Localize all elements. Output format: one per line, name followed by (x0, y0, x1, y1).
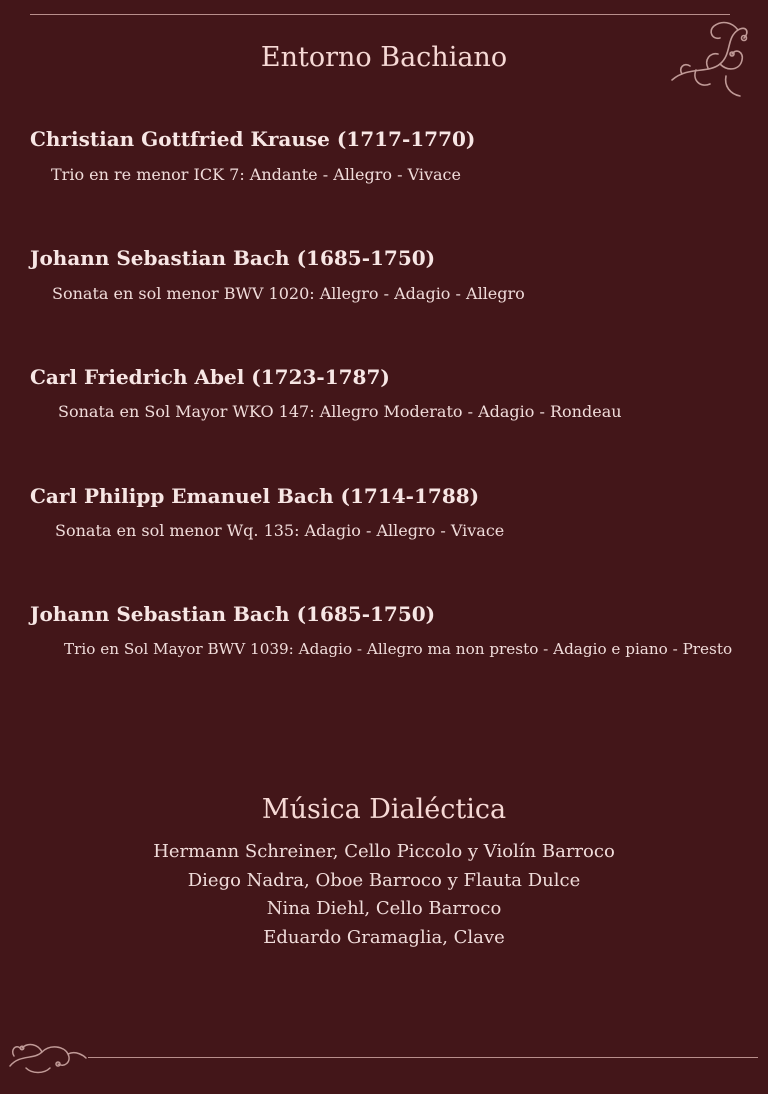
program-title: Entorno Bachiano (260, 42, 508, 73)
work-title: Sonata en Sol Mayor WKO 147: Allegro Moderato - Adagio - Rondeau (58, 402, 622, 421)
member-line: Diego Nadra, Oboe Barroco y Flauta Dulce (187, 869, 581, 891)
flourish-ornament-icon (6, 1036, 88, 1078)
composer-name: Carl Friedrich Abel (1723-1787) (30, 365, 390, 389)
work-title: Trio en re menor ICK 7: Andante - Allegro - Vivace (51, 165, 461, 184)
composer-name: Christian Gottfried Krause (1717-1770) (30, 127, 476, 151)
bottom-divider (88, 1057, 758, 1058)
ensemble-members (0, 838, 768, 952)
ensemble-title: Música Dialéctica (261, 794, 507, 825)
composer-name: Carl Philipp Emanuel Bach (1714-1788) (30, 484, 480, 508)
work-title: Sonata en sol menor BWV 1020: Allegro - Adagio - Allegro (52, 284, 525, 303)
member-line: Nina Diehl, Cello Barroco (266, 898, 502, 920)
top-divider (30, 14, 730, 15)
work-title: Trio en Sol Mayor BWV 1039: Adagio - Allegro ma non presto - Adagio e piano - Presto (64, 640, 733, 658)
composer-name: Johann Sebastian Bach (1685-1750) (30, 246, 436, 270)
work-title: Sonata en sol menor Wq. 135: Adagio - Allegro - Vivace (55, 521, 505, 540)
member-line: Hermann Schreiner, Cello Piccolo y Violín Barroco (153, 841, 615, 862)
composer-name: Johann Sebastian Bach (1685-1750) (30, 602, 436, 626)
member-line: Eduardo Gramaglia, Clave (263, 926, 505, 948)
